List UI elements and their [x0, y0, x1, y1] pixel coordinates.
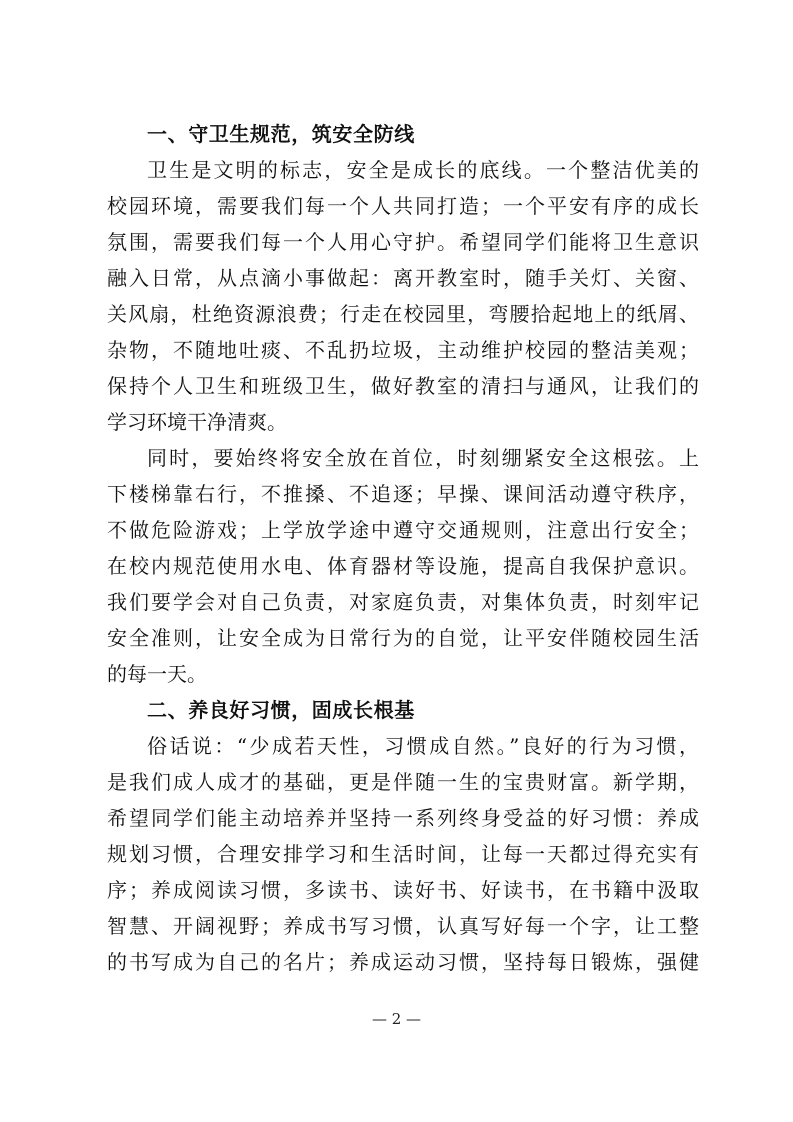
text-line: 我们要学会对自己负责，对家庭负责，对集体负责，时刻牢记	[107, 590, 699, 614]
text-line: 杂物，不随地吐痰、不乱扔垃圾，主动维护校园的整洁美观；	[107, 338, 699, 362]
section-heading-2: 二、养良好习惯，固成长根基	[147, 698, 415, 722]
text-line: 校园环境，需要我们每一个人共同打造；一个平安有序的成长	[107, 194, 699, 218]
text-line: 希望同学们能主动培养并坚持一系列终身受益的好习惯：养成	[107, 806, 699, 830]
text-line: 俗话说：“少成若天性，习惯成自然。”良好的行为习惯，	[147, 734, 699, 758]
paragraph-habits	[107, 728, 699, 980]
paragraph-hygiene	[107, 152, 699, 440]
document-body	[107, 116, 699, 980]
text-line: 安全准则，让安全成为日常行为的自觉，让平安伴随校园生活	[107, 626, 699, 650]
text-line: 保持个人卫生和班级卫生，做好教室的清扫与通风，让我们的	[107, 374, 699, 398]
text-line: 融入日常，从点滴小事做起：离开教室时，随手关灯、关窗、	[107, 266, 699, 290]
text-line: 不做危险游戏；上学放学途中遵守交通规则，注意出行安全；	[107, 518, 699, 542]
text-line: 在校内规范使用水电、体育器材等设施，提高自我保护意识。	[107, 554, 699, 578]
section-heading-1: 一、守卫生规范，筑安全防线	[147, 122, 415, 146]
text-line: 下楼梯靠右行，不推搡、不追逐；早操、课间活动遵守秩序，	[107, 482, 699, 506]
paragraph-safety	[107, 440, 699, 692]
text-line: 同时，要始终将安全放在首位，时刻绷紧安全这根弦。上	[147, 446, 699, 470]
text-line: 关风扇，杜绝资源浪费；行走在校园里，弯腰拾起地上的纸屑、	[107, 302, 699, 326]
text-line: 的书写成为自己的名片；养成运动习惯，坚持每日锻炼，强健	[107, 950, 699, 974]
text-line: 学习环境干净清爽。	[107, 410, 287, 434]
text-line: 智慧、开阔视野；养成书写习惯，认真写好每一个字，让工整	[107, 914, 699, 938]
text-line: 的每一天。	[107, 662, 207, 686]
text-line: 是我们成人成才的基础，更是伴随一生的宝贵财富。新学期，	[107, 770, 699, 794]
text-line: 氛围，需要我们每一个人用心守护。希望同学们能将卫生意识	[107, 230, 699, 254]
text-line: 序；养成阅读习惯，多读书、读好书、好读书，在书籍中汲取	[107, 878, 699, 902]
text-line: 规划习惯，合理安排学习和生活时间，让每一天都过得充实有	[107, 842, 699, 866]
page-number: — 2 —	[371, 1010, 422, 1028]
text-line: 卫生是文明的标志，安全是成长的底线。一个整洁优美的	[147, 158, 699, 182]
